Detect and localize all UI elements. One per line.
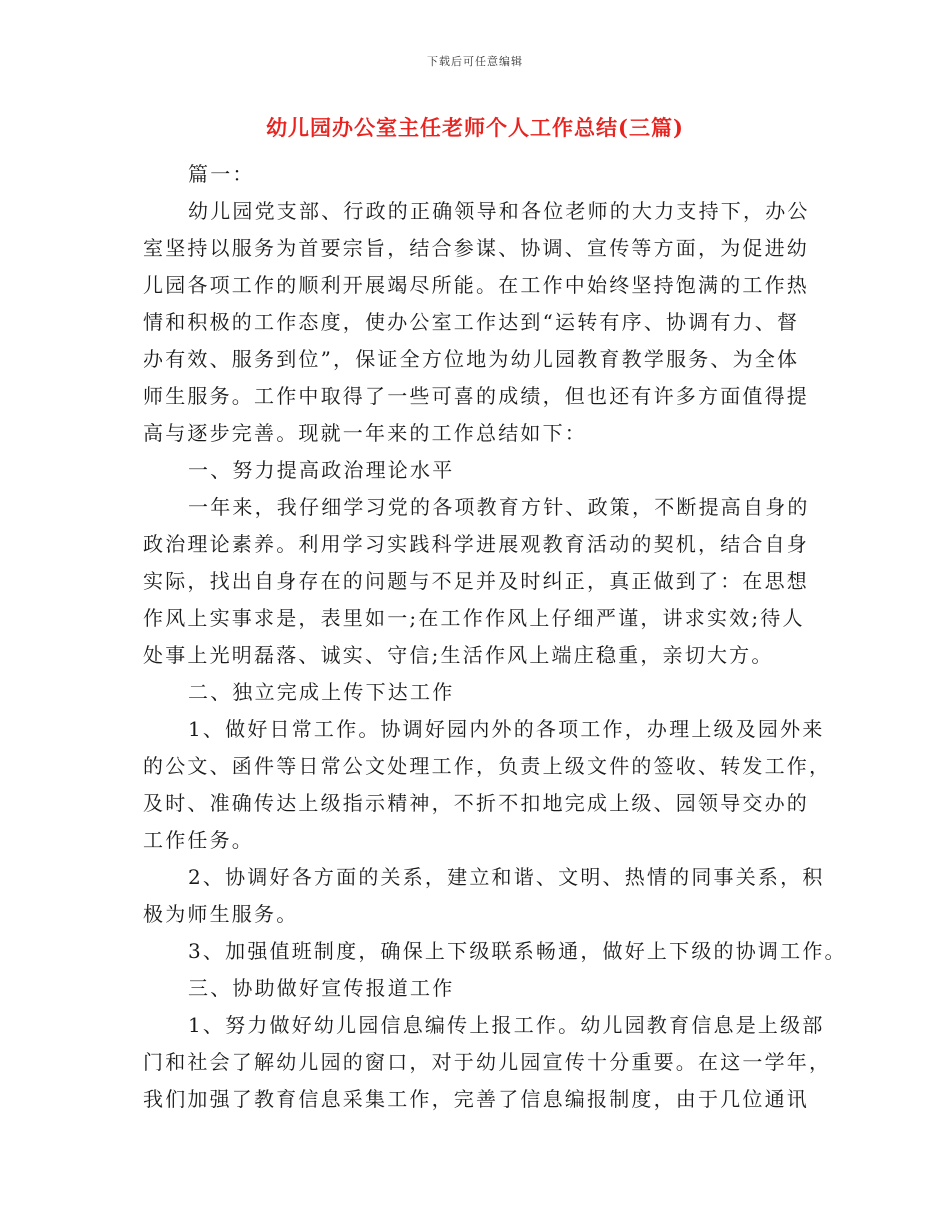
document-title: 幼儿园办公室主任老师个人工作总结(三篇) (266, 115, 684, 140)
text-line: 处事上光明磊落、诚实、守信;生活作风上端庄稳重，亲切大方。 (143, 643, 774, 667)
text-line: 情和积极的工作态度，使办公室工作达到“运转有序、协调有力、督 (143, 310, 800, 334)
text-line: 篇一： (188, 162, 255, 186)
text-line: 及时、准确传达上级指示精神，不折不扣地完成上级、园领导交办的 (143, 791, 809, 815)
header-note: 下载后可任意编辑 (427, 55, 523, 68)
text-line: 幼儿园党支部、行政的正确领导和各位老师的大力支持下，办公 (188, 199, 810, 223)
section-heading (143, 674, 823, 711)
text-line: 工作任务。 (143, 828, 254, 852)
text-line: 高与逐步完善。现就一年来的工作总结如下： (143, 421, 587, 445)
text-line: 1、努力做好幼儿园信息编传上报工作。幼儿园教育信息是上级部 (188, 1013, 825, 1037)
section-label (143, 156, 823, 193)
text-line: 1、做好日常工作。协调好园内外的各项工作，办理上级及园外来 (188, 717, 825, 741)
text-line: 三、协助做好宣传报道工作 (188, 976, 455, 1000)
text-line: 的公文、函件等日常公文处理工作，负责上级文件的签收、转发工作， (143, 754, 832, 778)
body-paragraph (143, 711, 832, 859)
text-line: 政治理论素养。利用学习实践科学进展观教育活动的契机，结合自身 (143, 532, 809, 556)
section-heading (143, 970, 823, 1007)
text-line: 儿园各项工作的顺利开展竭尽所能。在工作中始终坚持饱满的工作热 (143, 273, 809, 297)
text-line: 3、加强值班制度，确保上下级联系畅通，做好上下级的协调工作。 (188, 939, 847, 963)
text-line: 作风上实事求是，表里如一;在工作作风上仔细严谨，讲求实效;待人 (143, 606, 805, 630)
body-paragraph (143, 859, 823, 933)
text-line: 办有效、服务到位”，保证全方位地为幼儿园教育教学服务、为全体 (143, 347, 800, 371)
text-line: 我们加强了教育信息采集工作，完善了信息编报制度，由于几位通讯 (143, 1087, 809, 1111)
body-paragraph (143, 933, 847, 970)
section-heading (143, 452, 823, 489)
text-line: 一、努力提高政治理论水平 (188, 458, 455, 482)
text-line: 二、独立完成上传下达工作 (188, 680, 455, 704)
intro-paragraph (143, 193, 823, 452)
text-line: 门和社会了解幼儿园的窗口，对于幼儿园宣传十分重要。在这一学年， (143, 1050, 832, 1074)
text-line: 极为师生服务。 (143, 902, 299, 926)
text-line: 2、协调好各方面的关系，建立和谐、文明、热情的同事关系，积 (188, 865, 825, 889)
text-line: 室坚持以服务为首要宗旨，结合参谋、协调、宣传等方面，为促进幼 (143, 236, 809, 260)
text-line: 实际，找出自身存在的问题与不足并及时纠正，真正做到了：在思想 (143, 569, 809, 593)
text-line: 师生服务。工作中取得了一些可喜的成绩，但也还有许多方面值得提 (143, 384, 809, 408)
body-paragraph (143, 1007, 832, 1118)
body-paragraph (143, 489, 823, 674)
text-line: 一年来，我仔细学习党的各项教育方针、政策，不断提高自身的 (188, 495, 810, 519)
document-body (143, 156, 847, 1118)
